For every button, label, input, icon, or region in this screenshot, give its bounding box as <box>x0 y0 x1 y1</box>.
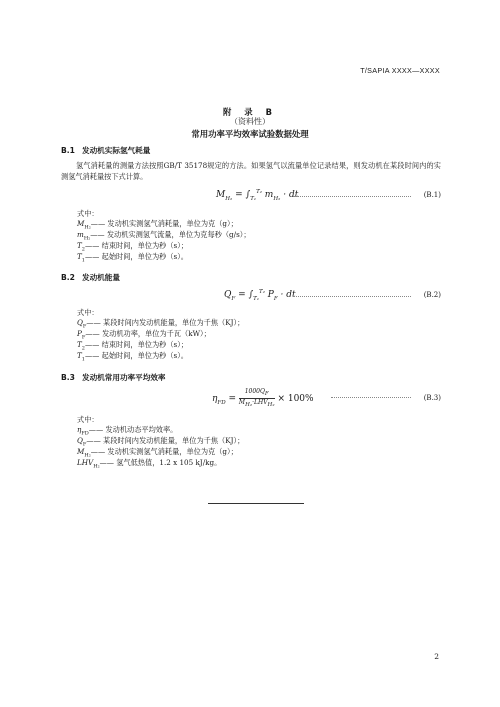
leader-dots <box>293 296 411 297</box>
formula-engine-energy: $Q_F = \int_{T_1}^{T_2}$ $P_F$ · dt <box>224 289 296 302</box>
definition-item: $T_2——$ 结束时间，单位为秒（s）； <box>77 340 188 352</box>
section-heading-b3 <box>61 372 166 383</box>
equation-number: (B.3) <box>423 394 441 402</box>
end-rule <box>208 503 304 504</box>
section-title: 发动机实际氢气耗量 <box>82 146 151 155</box>
efficiency-fraction: $\frac{1000Q_F}{M_{H_2}\cdot LHV_{H_2}}$ <box>238 388 275 409</box>
equation-number: (B.2) <box>423 291 441 299</box>
equation-b2 <box>61 287 441 305</box>
definition-item: $\eta_{FD}——$ 发动机动态平均效率。 <box>77 425 178 437</box>
section-number: B.3 <box>61 373 75 382</box>
equation-number: (B.1) <box>423 191 441 199</box>
section-paragraph: 氢气消耗量的测量方法按照GB/T 35178规定的方法。如果氢气以流量单位记录结果，则发动机在某段时间内的实测氢气消耗量按下式计算。 <box>61 161 441 181</box>
section-heading-b1 <box>61 145 150 156</box>
section-title: 发动机能量 <box>82 273 120 282</box>
section-number: B.1 <box>61 146 75 155</box>
equation-b1 <box>61 187 441 205</box>
definition-item: $LHV_{H_2}——$ 氢气低热值，1.2 x 105 kJ/kg。 <box>77 458 222 470</box>
definition-item: $Q_F——$ 某段时间内发动机能量，单位为千焦（KJ）； <box>77 318 245 330</box>
definition-item: $M_{H_2}——$ 发动机实测氢气消耗量，单位为克（g）； <box>77 219 238 231</box>
appendix-type: （资料性） <box>230 117 270 126</box>
definition-item: $m_{H_2}——$ 发动机实测氢气流量，单位为克每秒（g/s）； <box>77 230 251 242</box>
definition-item: $T_1——$ 起始时间，单位为秒（s）。 <box>77 351 188 363</box>
formula-hydrogen-consumption: $M_{H_2} = \int_{T_1}^{T_2}$ $m_{H_2}$ · dt <box>216 189 299 202</box>
leader-dots <box>293 196 411 197</box>
leader-dots <box>331 397 411 398</box>
definition-item: $P_F——$ 发动机功率，单位为千瓦（kW）； <box>77 329 211 341</box>
where-label: 式中： <box>77 415 99 424</box>
definition-item: $Q_F——$ 某段时间内发动机能量，单位为千焦（KJ）； <box>77 436 245 448</box>
definition-item: $T_1——$ 起始时间，单位为秒（s）。 <box>77 252 188 264</box>
where-label: 式中： <box>77 308 99 317</box>
section-number: B.2 <box>61 273 75 282</box>
appendix-title: 附 录 B <box>223 107 277 117</box>
definition-item: $M_{H_2}——$ 发动机实测氢气消耗量，单位为克（g）； <box>77 447 238 459</box>
where-label: 式中： <box>77 209 99 218</box>
definition-item: $T_2——$ 结束时间，单位为秒（s）； <box>77 241 188 253</box>
section-title: 发动机常用功率平均效率 <box>82 373 166 382</box>
section-heading-b2 <box>61 272 120 283</box>
appendix-subtitle: 常用功率平均效率试验数据处理 <box>191 129 309 139</box>
page-number: 2 <box>434 652 439 661</box>
equation-b3 <box>61 386 441 412</box>
document-id: T/SAPIA XXXX—XXXX <box>360 66 440 75</box>
formula-average-efficiency: $\eta_{FD}$ = $\frac{1000Q_F}{M_{H_2}\cdot LHV_{H_2}}$ × 100% <box>212 388 314 409</box>
